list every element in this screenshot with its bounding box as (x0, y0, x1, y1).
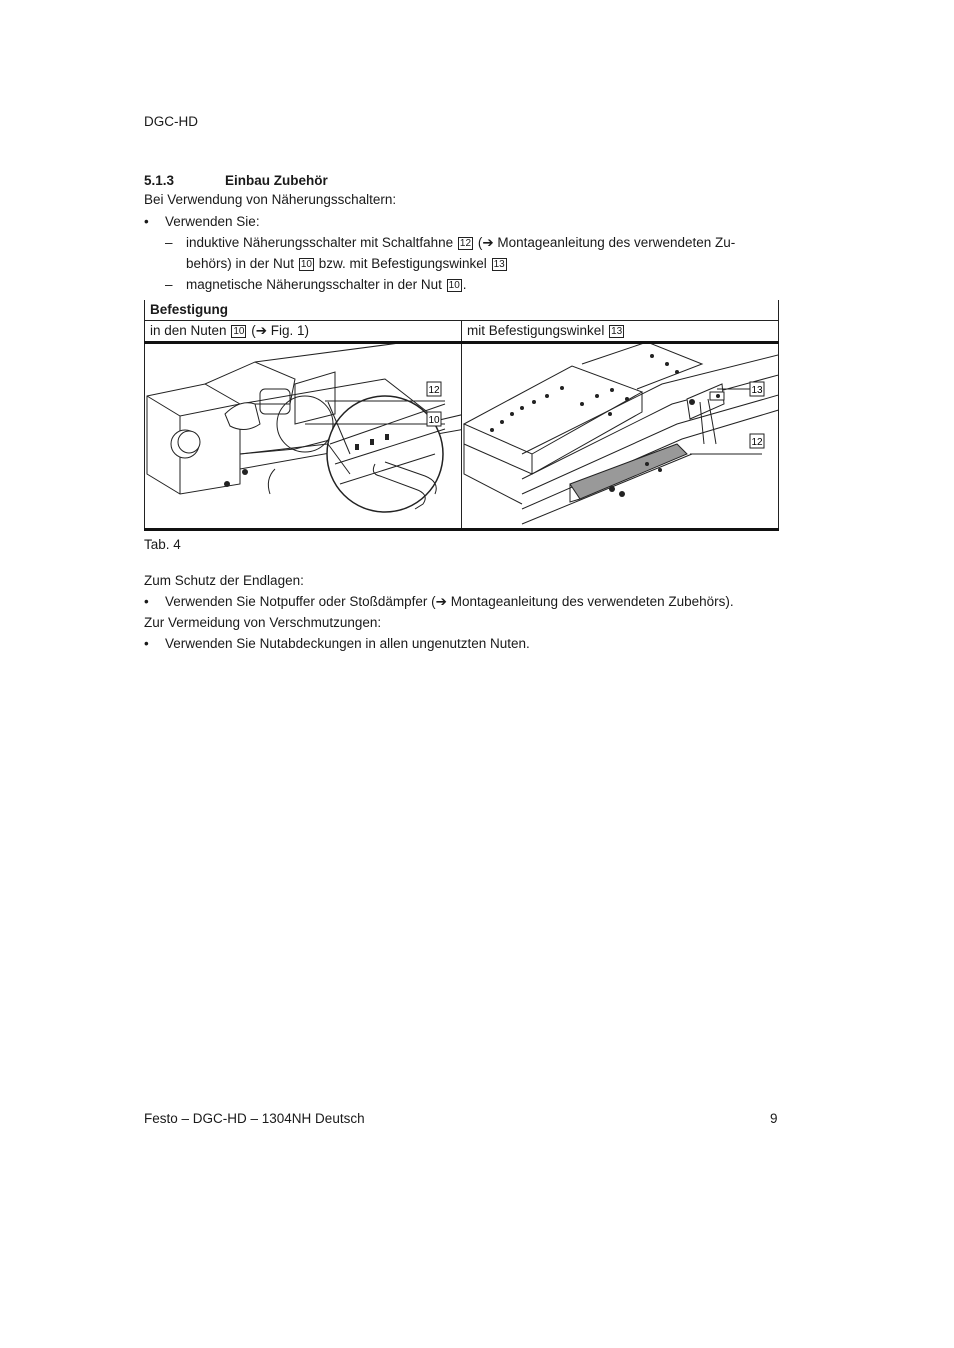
ref-13: 13 (611, 326, 623, 337)
section-title: Einbau Zubehör (225, 173, 328, 188)
ref-10: 10 (448, 280, 460, 291)
bullet-text-buffers: Verwenden Sie Notpuffer oder Stoßdämpfer (➔ Montageanleitung des verwendeten Zubehörs). (165, 594, 734, 609)
mounting-table (144, 300, 779, 531)
table-col-header-2: mit Befestigungswinkel 13 (462, 321, 779, 343)
table-col-header-1: in den Nuten 10 (➔ Fig. 1) (145, 321, 462, 343)
running-header: DGC-HD (144, 114, 198, 129)
ref-10: 10 (233, 326, 245, 337)
page-number: 9 (770, 1111, 778, 1126)
arrow-icon: ➔ (435, 594, 447, 609)
list-item-1-line-2: behörs) in der Nut 10 bzw. mit Befestigungswinkel 13 (186, 256, 505, 271)
bullet-dot: • (144, 594, 149, 609)
callout-12: 12 (428, 385, 440, 396)
section-number: 5.1.3 (144, 173, 175, 188)
bullet-text: Verwenden Sie: (165, 214, 260, 229)
list-item-1-line-1: induktive Näherungsschalter mit Schaltfahne 12 (➔ Montageanleitung des verwendeten Zu- (186, 235, 736, 250)
table-header: Befestigung (145, 300, 779, 321)
bullet-dot: • (144, 636, 149, 651)
slide-drawing-2 (462, 344, 778, 528)
footer-text: Festo – DGC-HD – 1304NH Deutsch (144, 1111, 365, 1126)
bullet-text-covers: Verwenden Sie Nutabdeckungen in allen ungenutzten Nuten. (165, 636, 530, 651)
ref-10: 10 (300, 259, 312, 270)
dirt-intro: Zur Vermeidung von Verschmutzungen: (144, 615, 382, 630)
list-item-2: magnetische Näherungsschalter in der Nut 10 . (186, 277, 467, 292)
ref-13: 13 (493, 259, 505, 270)
figure-cell-1 (145, 343, 462, 530)
table-caption: Tab. 4 (144, 537, 181, 552)
arrow-icon: ➔ (255, 323, 268, 338)
dash: – (165, 277, 173, 292)
dash: – (165, 235, 173, 250)
callout-13: 13 (751, 385, 763, 396)
arrow-icon: ➔ (482, 235, 494, 250)
callout-12: 12 (751, 437, 763, 448)
callout-10: 10 (428, 415, 440, 426)
ref-12: 12 (459, 238, 472, 249)
figure-cell-2 (462, 343, 779, 530)
bullet-dot: • (144, 214, 149, 229)
protect-intro: Zum Schutz der Endlagen: (144, 573, 304, 588)
intro-text: Bei Verwendung von Näherungsschaltern: (144, 192, 397, 207)
slide-drawing-1 (145, 344, 461, 528)
